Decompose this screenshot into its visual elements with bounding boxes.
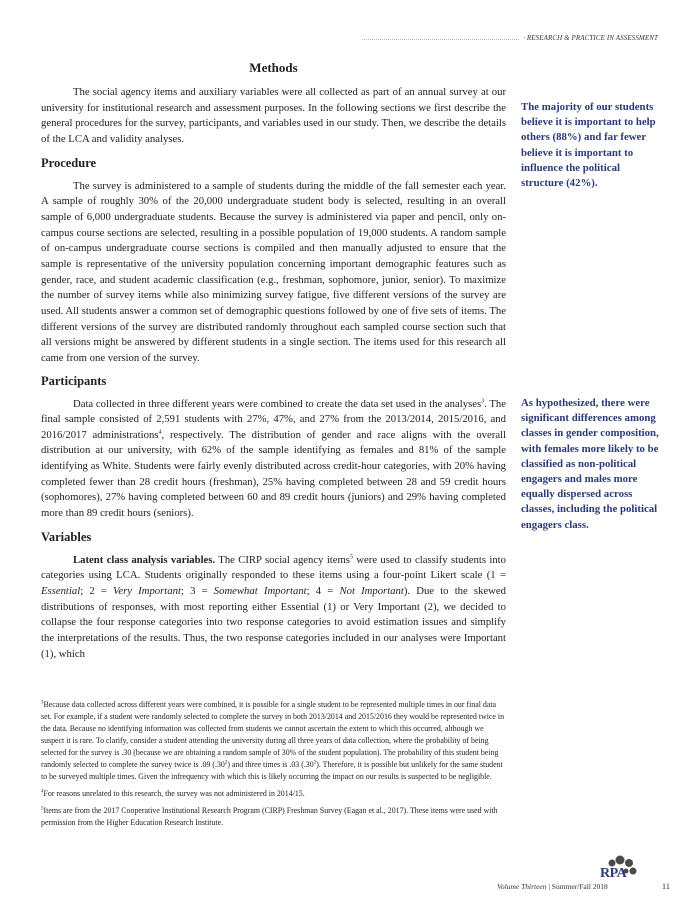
running-header	[362, 34, 658, 42]
participants-text-a: Data collected in three different years were combined to create the data set used in the analyses	[73, 397, 482, 410]
methods-heading: Methods	[249, 60, 298, 75]
sidenote-hypothesized: As hypothesized, there were significant differences among classes in gender composition, with females more likely to be classified as non-political engagers and males more equally dispersed across classes, including the political engagers class.	[521, 397, 659, 531]
participants-heading: Participants	[41, 373, 107, 388]
header-dotted-rule	[362, 39, 519, 40]
variables-paragraph	[41, 553, 506, 663]
scale-essential: Essential	[41, 585, 81, 598]
footnote-ref-3[interactable]: 3	[481, 397, 485, 404]
footnote-3	[41, 699, 506, 783]
footnote-3-exp-3: 3	[313, 760, 317, 766]
variables-text-d: ; 3 =	[180, 585, 214, 598]
footnote-5-number: 5	[41, 806, 44, 812]
variables-text-b: were used to classify students into categories using LCA. Students originally responded to these items using a four-point Likert scale (1 =	[41, 553, 506, 582]
footnote-5-text: Items are from the 2017 Cooperative Institutional Research Program (CIRP) Freshman Survey (Eagan et al., 2017). These items were used with permission from the Higher Education Research Institute.	[41, 806, 498, 827]
participants-text-c: , respectively. The distribution of gender and race aligns with the overall distribution at our university, with 62% of the sample identifying as females and 81% of the sample identifying as White. Students were fairly evenly distributed across credit-hour categories, with 20% having completed fewer than 28 credit hours (freshman), 25% having completed between 28 and 59 credit hours (sophomores), 27% having completed between 60 and 89 credit hours (juniors) and 29% having completed more than 89 credit hours (seniors).	[41, 428, 506, 520]
footer-volume-title: Volume Thirteen	[497, 881, 547, 891]
sidenote-majority: The majority of our students believe it is important to help others (88%) and far fewer believe it is important to influence the political structure (42%).	[521, 101, 656, 190]
footnote-4-text: For reasons unrelated to this research, the survey was not administered in 2014/15.	[43, 789, 305, 798]
footnote-4-number: 4	[41, 789, 44, 795]
scale-not-important: Not Important	[339, 585, 404, 598]
footnote-ref-4[interactable]: 4	[158, 429, 162, 436]
main-column	[41, 60, 506, 662]
page-footer	[497, 881, 670, 891]
footnotes	[41, 699, 506, 834]
footnote-3-mid: ) and three times is .03 (.30	[227, 760, 314, 769]
page-number: 11	[661, 881, 670, 891]
scale-very-important: Very Important	[113, 585, 181, 598]
footnote-4	[41, 788, 506, 800]
footer-issue: | Summer/Fall 2018	[546, 881, 608, 891]
footer-volume	[497, 882, 608, 891]
running-title: · RESEARCH & PRACTICE IN ASSESSMENT	[523, 34, 658, 42]
footnote-3-text: Because data collected across different years were combined, it is possible for a single student to be represented multiple times in our final data set. For example, if a student were randomly selected to complete the survey in both 2013/2014 and 2015/2016 they would be represented twice in the data. Because no identifying information was collected from students we cannot ascertain the extent to which this occurred, although we suspect it is rare. To clarify, consider a student attending the university during all three years of data collection, where the probability of being selected for the survey is .30 (because we are obtaining a random sample of 30% of the student population). The probability of this student being randomly selected to complete the survey twice is .09 (.30	[41, 700, 505, 769]
participants-paragraph	[41, 397, 506, 522]
lca-variables-lead: Latent class analysis variables.	[73, 553, 216, 566]
footnote-3-number: 3	[41, 700, 44, 706]
footnote-ref-5[interactable]: 5	[349, 554, 353, 561]
variables-text-f: ). Due to the skewed distributions of responses, with most reporting either Essential (1) or Very Important (2), we decided to collapse the four response categories into two response categories to avoid estimation issues and simplify the interpretations of the results. Thus, the two response categories included in our analyses were Important (1), which	[41, 585, 506, 660]
footnote-3-end: ). Therefore, it is possible but unlikely for the same student to be surveyed multiple times. Given the infrequency with which this is likely occurring the impact on our results is suspected to be negligible.	[41, 760, 503, 781]
procedure-heading: Procedure	[41, 155, 97, 170]
variables-heading: Variables	[41, 529, 92, 544]
footnote-3-exp-2: 2	[224, 760, 228, 766]
procedure-paragraph: The survey is administered to a sample of students during the middle of the fall semester each year. A sample of roughly 30% of the 20,000 undergraduate student body is selected, resulting in an overall sample of 6,000 undergraduate students. Because the survey is administered via paper and pencil, only on-campus course sections are selected, resulting in a possible population of 19,000 students. A random sample of on-campus undergraduate course sections is compiled and then manually adjusted to ensure that the sample is representative of the university population concerning important demographic features such as gender, race, and student academic classification (e.g., freshman, sophomore, junior, senior). To maximize the number of survey items while also minimizing survey fatigue, five different versions of the survey are used. All students answer a common set of demographic questions followed by one of five sets of items. The different versions of the survey are distributed randomly throughout each sampled course section such that all versions might be answered by different students in a single section. The items used for this research all came from one version of the survey.	[41, 179, 506, 364]
scale-somewhat-important: Somewhat Important	[213, 585, 307, 598]
variables-text-a: The CIRP social agency items	[215, 553, 350, 566]
participants-text-b: . The final sample consisted of 2,591 students with 27%, 47%, and 27% from the 2013/2014, 2015/2016, and 2016/2017 administrations	[41, 397, 506, 441]
methods-paragraph: The social agency items and auxiliary variables were all collected as part of an annual survey at our university for institutional research and assessment purposes. In the following sections we first describe the general procedures for the survey, participants, and variables used in our study. Then, we describe the details of the LCA and validity analyses.	[41, 86, 506, 145]
variables-text-e: ; 4 =	[306, 585, 340, 598]
variables-text-c: ; 2 =	[80, 585, 114, 598]
footnote-5	[41, 805, 506, 829]
logo-text: RPA	[600, 866, 627, 881]
